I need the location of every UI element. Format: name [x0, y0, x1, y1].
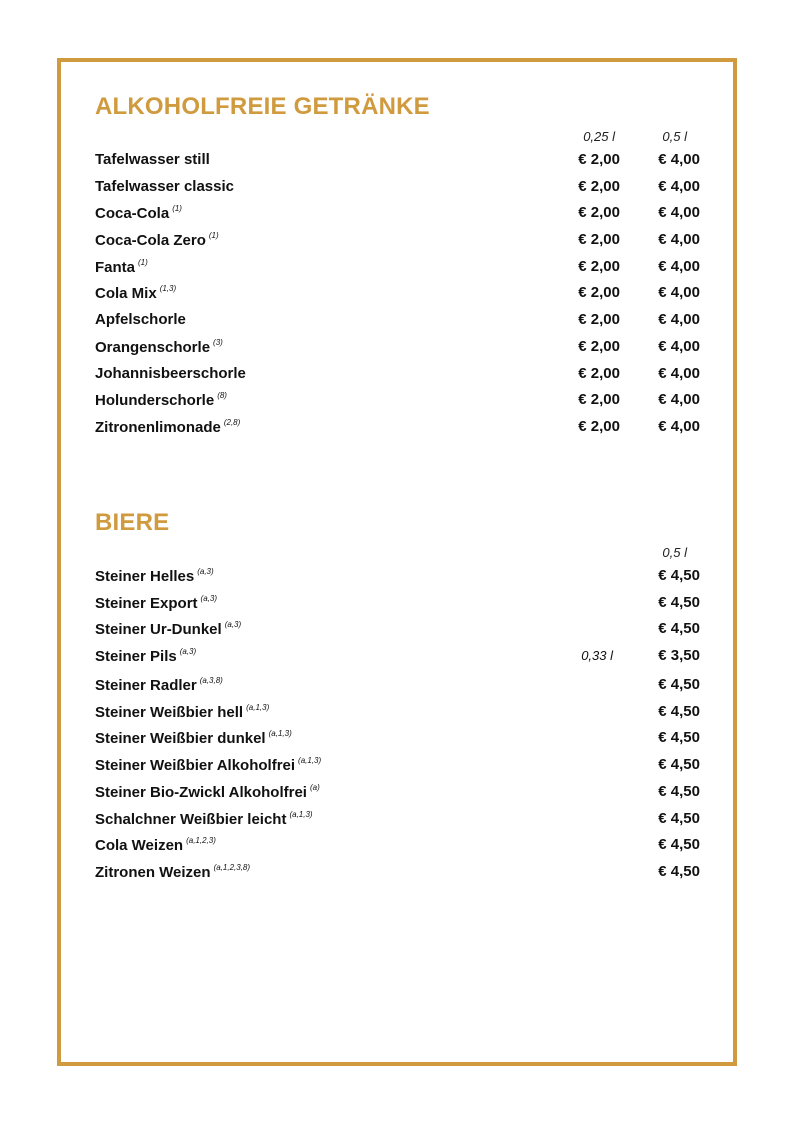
item-note: (a,3) — [179, 647, 197, 657]
item-note: (3) — [213, 337, 223, 347]
price: € 4,50 — [658, 567, 700, 584]
section-alkoholfrei — [95, 93, 700, 441]
item-name — [95, 729, 292, 747]
price-large: € 4,00 — [658, 337, 700, 355]
item-name — [95, 863, 250, 881]
size-large-label: 0,5 l — [662, 545, 687, 560]
item-name — [95, 284, 176, 302]
list-item — [95, 806, 700, 833]
list-item — [95, 147, 700, 174]
price: € 4,50 — [658, 782, 700, 800]
item-name — [95, 178, 234, 195]
item-name-text: Steiner Weißbier Alkoholfrei — [95, 757, 296, 775]
price: € 4,50 — [658, 756, 700, 774]
list-item — [95, 832, 700, 859]
item-name — [95, 338, 223, 356]
item-name — [95, 676, 223, 694]
size-header — [95, 537, 700, 563]
list-item — [95, 725, 700, 752]
price-large: € 4,00 — [658, 417, 700, 435]
list-item — [95, 334, 700, 361]
list-item — [95, 200, 700, 227]
item-note: (2,8) — [223, 417, 241, 427]
price-small: € 2,00 — [578, 364, 620, 382]
price-small: € 2,00 — [578, 204, 620, 222]
price-small: € 2,00 — [578, 177, 620, 195]
item-name — [95, 594, 217, 612]
section-title-alkoholfrei: ALKOHOLFREIE GETRÄNKE — [95, 93, 430, 120]
item-name — [95, 231, 219, 249]
price: € 4,50 — [658, 809, 700, 827]
item-note: (a,3) — [197, 567, 214, 576]
item-name — [95, 258, 148, 276]
item-note: (a,1,3) — [298, 756, 322, 766]
price-large: € 4,00 — [658, 177, 700, 195]
item-name — [95, 204, 182, 222]
price: € 4,50 — [658, 729, 700, 747]
item-note: (a,1,3) — [246, 702, 270, 712]
price-small: € 2,00 — [578, 417, 620, 435]
item-name — [95, 391, 227, 409]
price-large: € 4,00 — [658, 311, 700, 329]
biere-list — [95, 563, 700, 886]
item-name-text: Apfelschorle — [95, 311, 186, 329]
item-name-text: Steiner Bio-Zwickl Alkoholfrei — [95, 783, 307, 801]
item-note: (a,3,8) — [199, 676, 223, 686]
price: € 4,50 — [658, 702, 700, 720]
list-item — [95, 174, 700, 201]
alkoholfrei-list — [95, 147, 700, 441]
item-name-text: Steiner Radler — [95, 677, 197, 695]
price-large: € 4,00 — [658, 257, 700, 275]
list-item — [95, 414, 700, 441]
price-large: € 4,00 — [658, 204, 700, 222]
item-name-text: Holunderschorle — [95, 392, 215, 410]
list-item — [95, 227, 700, 254]
item-name-text: Schalchner Weißbier leicht — [95, 810, 287, 828]
price-large: € 4,00 — [658, 151, 700, 168]
item-name — [95, 756, 321, 774]
price-small: € 2,00 — [578, 257, 620, 275]
price-small: € 2,00 — [578, 311, 620, 329]
price: € 4,50 — [658, 620, 700, 638]
price-small: € 2,00 — [578, 337, 620, 355]
list-item — [95, 563, 700, 590]
price-large: € 4,00 — [658, 284, 700, 302]
section-biere — [95, 509, 700, 886]
price-small: € 2,00 — [578, 284, 620, 302]
list-item — [95, 779, 700, 806]
list-item — [95, 859, 700, 886]
item-name — [95, 567, 214, 585]
size-small-label: 0,25 l — [583, 129, 615, 144]
list-item — [95, 280, 700, 307]
item-name-text: Steiner Ur-Dunkel — [95, 621, 222, 639]
list-item — [95, 752, 700, 779]
item-note: (1) — [208, 231, 219, 241]
item-name-text: Steiner Pils — [95, 648, 177, 666]
item-note: (1) — [172, 204, 182, 214]
item-name-text: Tafelwasser classic — [95, 177, 234, 195]
item-name-text: Zitronen Weizen — [95, 863, 211, 881]
price-large: € 4,00 — [658, 364, 700, 382]
item-name-text: Fanta — [95, 258, 136, 276]
item-name-text: Orangenschorle — [95, 338, 211, 356]
item-note: (a,1,2,3) — [186, 836, 216, 846]
item-name-text: Steiner Export — [95, 594, 198, 612]
item-name-text: Steiner Helles — [95, 568, 195, 585]
price: € 4,50 — [658, 862, 700, 880]
section-title-biere: BIERE — [95, 509, 170, 536]
item-note: (a,1,2,3,8) — [213, 862, 251, 872]
item-name-text: Cola Weizen — [95, 837, 184, 855]
item-name — [95, 647, 196, 665]
item-note: (a,3) — [224, 620, 242, 630]
list-item — [95, 672, 700, 699]
item-note: (a,3) — [200, 593, 217, 603]
item-volume: 0,33 l — [581, 648, 613, 664]
list-item — [95, 616, 700, 643]
item-note: (1) — [138, 257, 148, 267]
price-small: € 2,00 — [578, 391, 620, 409]
item-note: (a,1,3) — [289, 809, 313, 819]
item-name — [95, 810, 313, 828]
price: € 4,50 — [658, 836, 700, 854]
item-name-text: Tafelwasser still — [95, 151, 210, 168]
item-name — [95, 836, 216, 854]
list-item — [95, 590, 700, 617]
price: € 4,50 — [658, 676, 700, 694]
item-name — [95, 418, 240, 436]
item-note: (a,1,3) — [268, 729, 292, 739]
item-name-text: Coca-Cola — [95, 205, 170, 223]
size-large-label: 0,5 l — [662, 129, 687, 144]
price: € 4,50 — [658, 593, 700, 611]
item-name-text: Zitronenlimonade — [95, 418, 221, 436]
item-note: (a) — [309, 782, 320, 792]
item-name-text: Coca-Cola Zero — [95, 232, 206, 250]
list-item — [95, 387, 700, 414]
list-item — [95, 699, 700, 726]
item-name-text: Cola Mix — [95, 285, 157, 303]
price: € 3,50 — [658, 647, 700, 665]
price-large: € 4,00 — [658, 391, 700, 409]
item-name-text: Steiner Weißbier dunkel — [95, 730, 266, 748]
item-name — [95, 151, 210, 168]
item-name — [95, 311, 186, 328]
list-item — [95, 361, 700, 388]
list-item — [95, 307, 700, 334]
item-note: (8) — [217, 391, 227, 401]
size-header — [95, 121, 700, 147]
item-name — [95, 365, 246, 382]
item-note: (1,3) — [159, 284, 177, 294]
price-small: € 2,00 — [578, 151, 620, 168]
list-item — [95, 643, 700, 672]
item-name-text: Steiner Weißbier hell — [95, 703, 244, 721]
item-name — [95, 783, 320, 801]
list-item — [95, 254, 700, 281]
item-name-text: Johannisbeerschorle — [95, 364, 246, 382]
item-name — [95, 703, 269, 721]
price-large: € 4,00 — [658, 231, 700, 249]
price-small: € 2,00 — [578, 231, 620, 249]
item-name — [95, 620, 241, 638]
